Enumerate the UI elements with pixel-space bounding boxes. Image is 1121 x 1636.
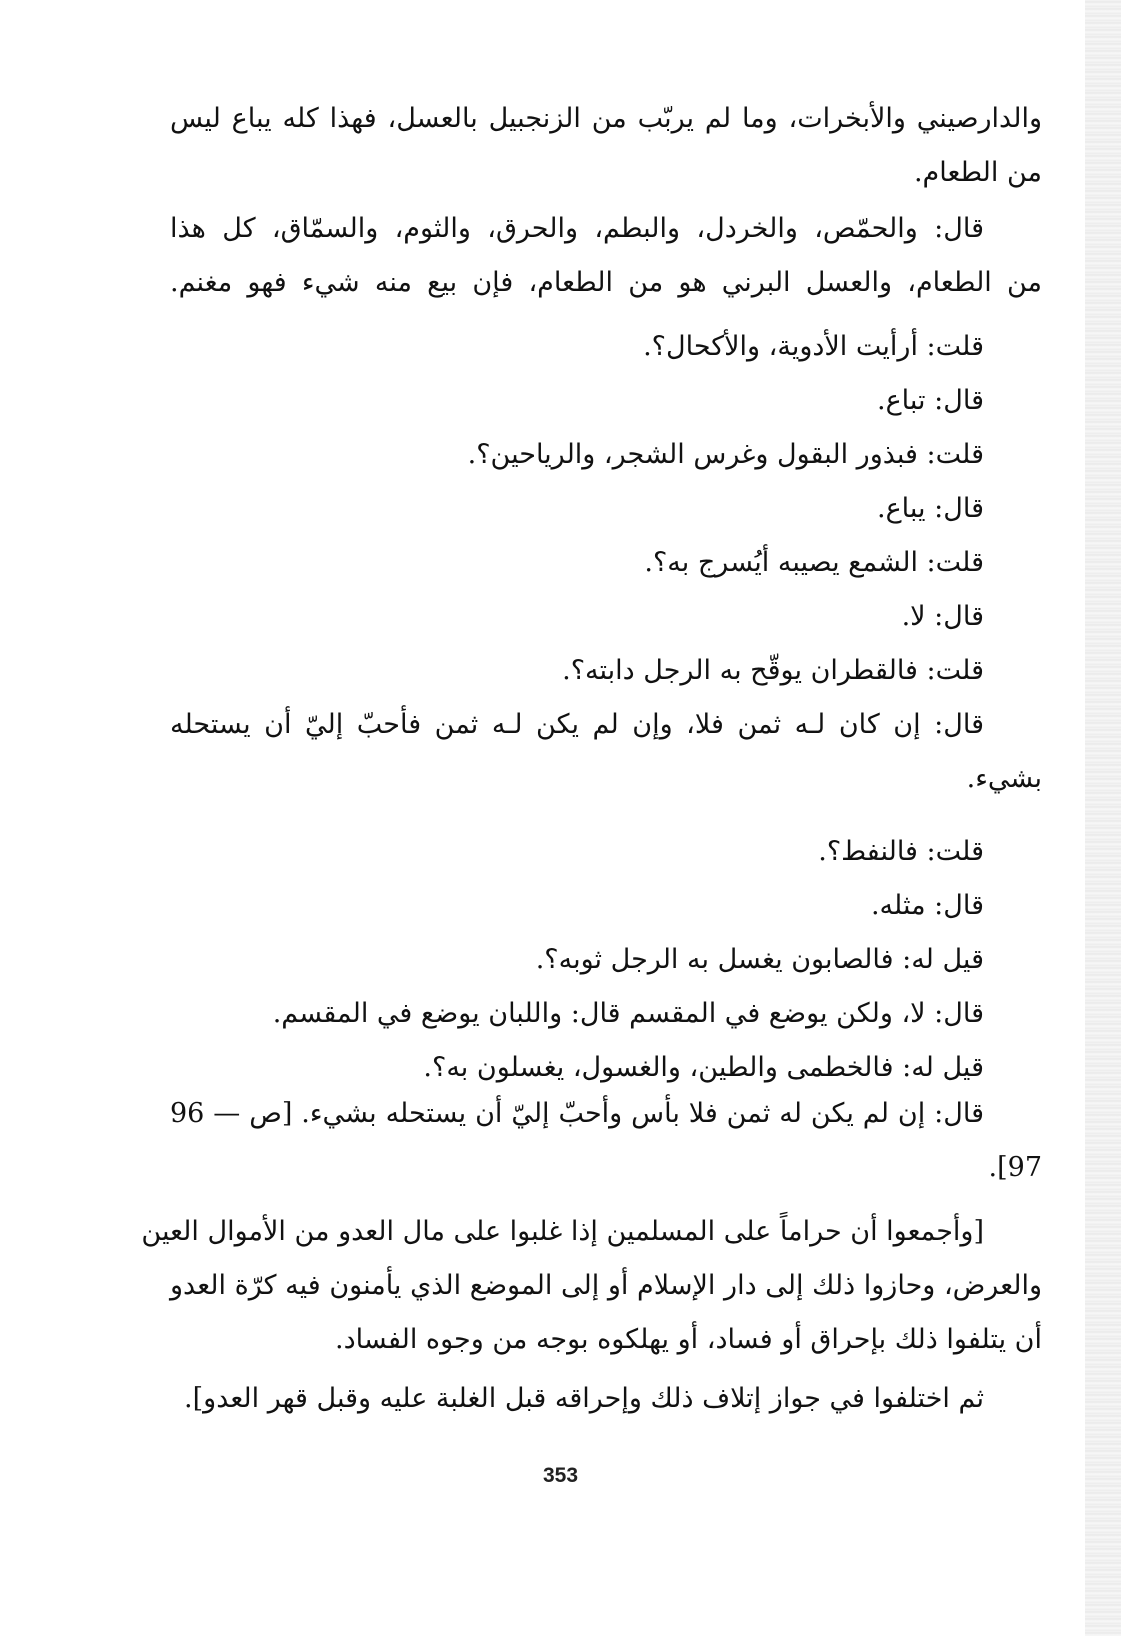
dialogue-line: قيل له: فالخطمى والطين، والغسول، يغسلون به؟.: [423, 1052, 984, 1083]
dialogue-line: قلت: فالقطران يوقّح به الرجل دابته؟.: [562, 655, 984, 686]
scan-edge-shadow: [1085, 0, 1121, 1636]
text-line: [وأجمعوا أن حراماً على المسلمين إذا غلبوا على مال العدو من الأموال العين: [141, 1216, 984, 1247]
text-line: قال: والحمّص، والخردل، والبطم، والحرق، والثوم، والسمّاق، كل هذا: [170, 213, 984, 244]
text-line: قال: إن لم يكن له ثمن فلا بأس وأحبّ إليّ أن يستحله بشيء. [ص — 96: [170, 1098, 984, 1129]
dialogue-line: قيل له: فالصابون يغسل به الرجل ثوبه؟.: [535, 944, 984, 975]
text-line: من الطعام.: [913, 157, 1042, 188]
dialogue-line: قال: لا، ولكن يوضع في المقسم قال: واللبان يوضع في المقسم.: [272, 998, 984, 1029]
dialogue-line: قلت: الشمع يصيبه أيُسرج به؟.: [644, 547, 984, 578]
dialogue-section-1: [170, 320, 1042, 806]
paragraph-continued: [170, 92, 1042, 200]
paragraph-consensus: [141, 1205, 1042, 1367]
dialogue-line: قال: يباع.: [876, 493, 984, 524]
dialogue-line: قلت: أرأيت الأدوية، والأكحال؟.: [643, 331, 984, 362]
paragraph-dispute: [170, 1372, 1042, 1426]
dialogue-line: بشيء.: [966, 763, 1042, 794]
text-line: والعرض، وحازوا ذلك إلى دار الإسلام أو إلى الموضع الذي يأمنون فيه كرّة العدو: [170, 1270, 1042, 1301]
dialogue-line: قال: إن كان لـه ثمن فلا، وإن لم يكن لـه ثمن فأحبّ إليّ أن يستحله: [170, 709, 984, 740]
text-line: ثم اختلفوا في جواز إتلاف ذلك وإحراقه قبل الغلبة عليه وقبل قهر العدو].: [184, 1383, 984, 1414]
page-number: 353: [542, 1464, 579, 1487]
dialogue-line: قال: مثله.: [870, 890, 984, 921]
paragraph-reference: [170, 1087, 1042, 1195]
dialogue-line: قال: تباع.: [876, 385, 984, 416]
dialogue-line: قلت: فالنفط؟.: [818, 836, 984, 867]
text-line: أن يتلفوا ذلك بإحراق أو فساد، أو يهلكوه بوجه من وجوه الفساد.: [335, 1324, 1042, 1355]
text-line: 97].: [988, 1152, 1042, 1183]
text-line: من الطعام، والعسل البرني هو من الطعام، فإن بيع منه شيء فهو مغنم.: [170, 267, 1042, 298]
dialogue-line: قال: لا.: [901, 601, 984, 632]
dialogue-section-2: [170, 825, 1042, 1095]
dialogue-line: قلت: فبذور البقول وغرس الشجر، والرياحين؟.: [467, 439, 984, 470]
text-line: والدارصيني والأبخرات، وما لم يربّب من الزنجبيل بالعسل، فهذا كله يباع ليس: [170, 103, 1042, 134]
paragraph-foods: [170, 202, 1042, 310]
